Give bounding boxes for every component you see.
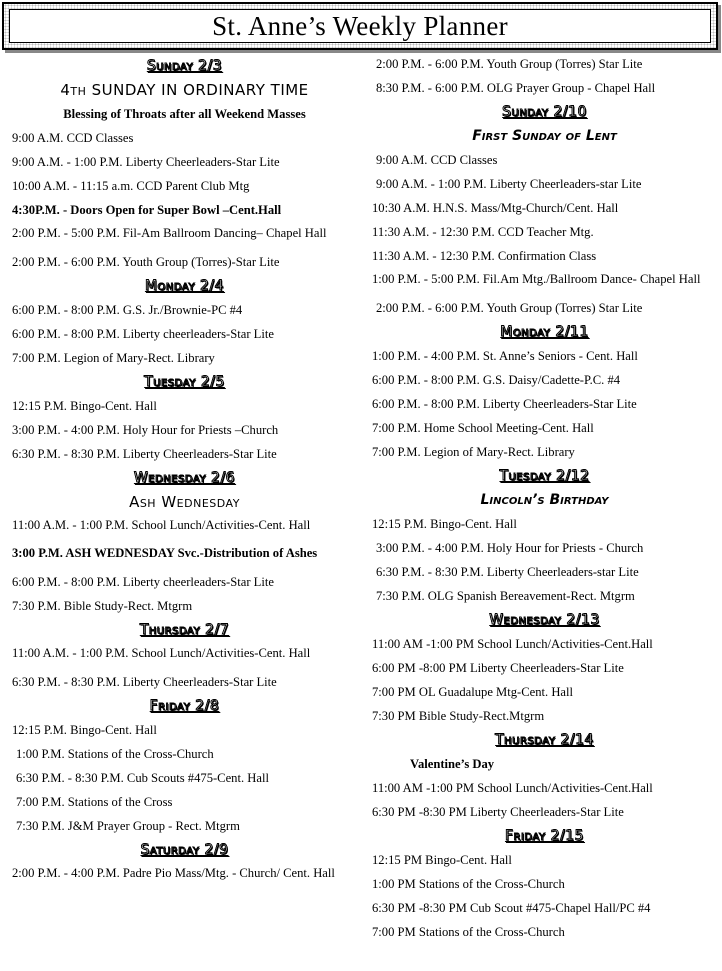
event-entry: 1:00 P.M. - 5:00 P.M. Fil.Am Mtg./Ballroom Dance- Chapel Hall bbox=[372, 272, 701, 286]
event-entry: 12:15 P.M. Bingo-Cent. Hall bbox=[12, 399, 157, 413]
event-entry: 7:00 P.M. Stations of the Cross bbox=[16, 795, 173, 809]
title-frame bbox=[9, 9, 711, 43]
event-entry: 1:00 P.M. Stations of the Cross-Church bbox=[16, 747, 214, 761]
event-entry: 2:00 P.M. - 5:00 P.M. Fil-Am Ballroom Dancing– Chapel Hall bbox=[12, 226, 327, 240]
event-entry: 7:00 PM Stations of the Cross-Church bbox=[372, 925, 565, 939]
event-entry: 6:30 P.M. - 8:30 P.M. Liberty Cheerleaders-star Lite bbox=[376, 565, 639, 579]
event-entry: 6:30 PM -8:30 PM Cub Scout #475-Chapel Hall/PC #4 bbox=[372, 901, 651, 915]
event-entry: 11:30 A.M. - 12:30 P.M. CCD Teacher Mtg. bbox=[372, 225, 594, 239]
event-entry: 6:00 P.M. - 8:00 P.M. Liberty Cheerleaders-Star Lite bbox=[372, 397, 637, 411]
event-entry: 2:00 P.M. - 6:00 P.M. Youth Group (Torres)-Star Lite bbox=[12, 255, 280, 269]
day-heading: Sunday 2/3 bbox=[146, 58, 223, 74]
event-entry: 3:00 P.M. ASH WEDNESDAY Svc.-Distribution of Ashes bbox=[12, 546, 318, 560]
day-heading: Saturday 2/9 bbox=[140, 842, 229, 858]
day-heading: Tuesday 2/5 bbox=[144, 374, 225, 390]
event-entry: 11:00 A.M. - 1:00 P.M. School Lunch/Activities-Cent. Hall bbox=[12, 518, 311, 532]
event-entry: 12:15 PM Bingo-Cent. Hall bbox=[372, 853, 512, 867]
event-entry: 3:00 P.M. - 4:00 P.M. Holy Hour for Priests –Church bbox=[12, 423, 279, 437]
observance-heading: Lincoln’s Birthday bbox=[480, 492, 609, 508]
event-entry: 11:00 AM -1:00 PM School Lunch/Activities-Cent.Hall bbox=[372, 781, 653, 795]
observance-note: Valentine’s Day bbox=[410, 757, 495, 771]
event-entry: 8:30 P.M. - 6:00 P.M. OLG Prayer Group - Chapel Hall bbox=[376, 81, 656, 95]
event-entry: 7:00 P.M. Home School Meeting-Cent. Hall bbox=[372, 421, 594, 435]
day-heading: Sunday 2/10 bbox=[502, 104, 587, 120]
event-entry: 3:00 P.M. - 4:00 P.M. Holy Hour for Priests - Church bbox=[376, 541, 644, 555]
event-entry: 7:00 P.M. Legion of Mary-Rect. Library bbox=[372, 445, 575, 459]
event-entry: 7:00 P.M. Legion of Mary-Rect. Library bbox=[12, 351, 215, 365]
event-entry: 6:00 PM -8:00 PM Liberty Cheerleaders-Star Lite bbox=[372, 661, 624, 675]
day-heading: Friday 2/8 bbox=[149, 698, 220, 714]
event-entry: 2:00 P.M. - 6:00 P.M. Youth Group (Torres) Star Lite bbox=[376, 301, 643, 315]
event-entry: 11:00 AM -1:00 PM School Lunch/Activities-Cent.Hall bbox=[372, 637, 653, 651]
event-entry: 9:00 A.M. CCD Classes bbox=[376, 153, 498, 167]
event-entry: 6:30 PM -8:30 PM Liberty Cheerleaders-Star Lite bbox=[372, 805, 624, 819]
title-banner bbox=[2, 2, 718, 50]
observance-note: Blessing of Throats after all Weekend Masses bbox=[63, 107, 306, 121]
event-entry: 6:00 P.M. - 8:00 P.M. G.S. Jr./Brownie-PC #4 bbox=[12, 303, 243, 317]
event-entry: 6:30 P.M. - 8:30 P.M. Cub Scouts #475-Cent. Hall bbox=[16, 771, 269, 785]
day-heading: Friday 2/15 bbox=[504, 828, 585, 844]
event-entry: 7:30 P.M. Bible Study-Rect. Mtgrm bbox=[12, 599, 193, 613]
event-entry: 6:30 P.M. - 8:30 P.M. Liberty Cheerleaders-Star Lite bbox=[12, 675, 277, 689]
event-entry: 2:00 P.M. - 4:00 P.M. Padre Pio Mass/Mtg. - Church/ Cent. Hall bbox=[12, 866, 335, 880]
day-heading: Tuesday 2/12 bbox=[499, 468, 590, 484]
event-entry: 7:00 PM OL Guadalupe Mtg-Cent. Hall bbox=[372, 685, 574, 699]
page-title: St. Anne’s Weekly Planner bbox=[212, 10, 508, 41]
event-entry: 6:00 P.M. - 8:00 P.M. Liberty cheerleaders-Star Lite bbox=[12, 327, 274, 341]
event-entry: 6:30 P.M. - 8:30 P.M. Liberty Cheerleaders-Star Lite bbox=[12, 447, 277, 461]
event-entry: 7:30 PM Bible Study-Rect.Mtgrm bbox=[372, 709, 545, 723]
event-entry: 1:00 PM Stations of the Cross-Church bbox=[372, 877, 565, 891]
event-entry: 6:00 P.M. - 8:00 P.M. G.S. Daisy/Cadette-P.C. #4 bbox=[372, 373, 621, 387]
event-entry: 1:00 P.M. - 4:00 P.M. St. Anne’s Seniors - Cent. Hall bbox=[372, 349, 638, 363]
observance-heading: Ash Wednesday bbox=[129, 493, 240, 511]
day-heading: Monday 2/4 bbox=[144, 278, 225, 294]
day-heading: Wednesday 2/6 bbox=[133, 470, 236, 486]
event-entry: 9:00 A.M. - 1:00 P.M. Liberty Cheerleaders-star Lite bbox=[376, 177, 642, 191]
event-entry: 10:00 A.M. - 11:15 a.m. CCD Parent Club Mtg bbox=[12, 179, 250, 193]
observance-heading: 4th SUNDAY IN ORDINARY TIME bbox=[60, 81, 309, 99]
event-entry: 11:30 A.M. - 12:30 P.M. Confirmation Class bbox=[372, 249, 597, 263]
day-heading: Monday 2/11 bbox=[500, 324, 589, 340]
event-entry: 4:30P.M. - Doors Open for Super Bowl –Cent.Hall bbox=[12, 203, 282, 217]
event-entry: 6:00 P.M. - 8:00 P.M. Liberty cheerleaders-Star Lite bbox=[12, 575, 274, 589]
observance-heading: First Sunday of Lent bbox=[472, 128, 617, 144]
right-column bbox=[372, 52, 717, 944]
event-entry: 10:30 A.M. H.N.S. Mass/Mtg-Church/Cent. Hall bbox=[372, 201, 619, 215]
day-heading: Wednesday 2/13 bbox=[489, 612, 600, 628]
day-heading: Thursday 2/14 bbox=[495, 732, 594, 748]
event-entry: 9:00 A.M. CCD Classes bbox=[12, 131, 134, 145]
event-entry: 2:00 P.M. - 6:00 P.M. Youth Group (Torres) Star Lite bbox=[376, 57, 643, 71]
event-entry: 12:15 P.M. Bingo-Cent. Hall bbox=[12, 723, 157, 737]
left-column bbox=[12, 54, 357, 890]
event-entry: 7:30 P.M. J&M Prayer Group - Rect. Mtgrm bbox=[16, 819, 240, 833]
event-entry: 11:00 A.M. - 1:00 P.M. School Lunch/Activities-Cent. Hall bbox=[12, 646, 311, 660]
day-heading: Thursday 2/7 bbox=[139, 622, 230, 638]
event-entry: 7:30 P.M. OLG Spanish Bereavement-Rect. Mtgrm bbox=[376, 589, 635, 603]
event-entry: 9:00 A.M. - 1:00 P.M. Liberty Cheerleaders-Star Lite bbox=[12, 155, 280, 169]
event-entry: 12:15 P.M. Bingo-Cent. Hall bbox=[372, 517, 517, 531]
